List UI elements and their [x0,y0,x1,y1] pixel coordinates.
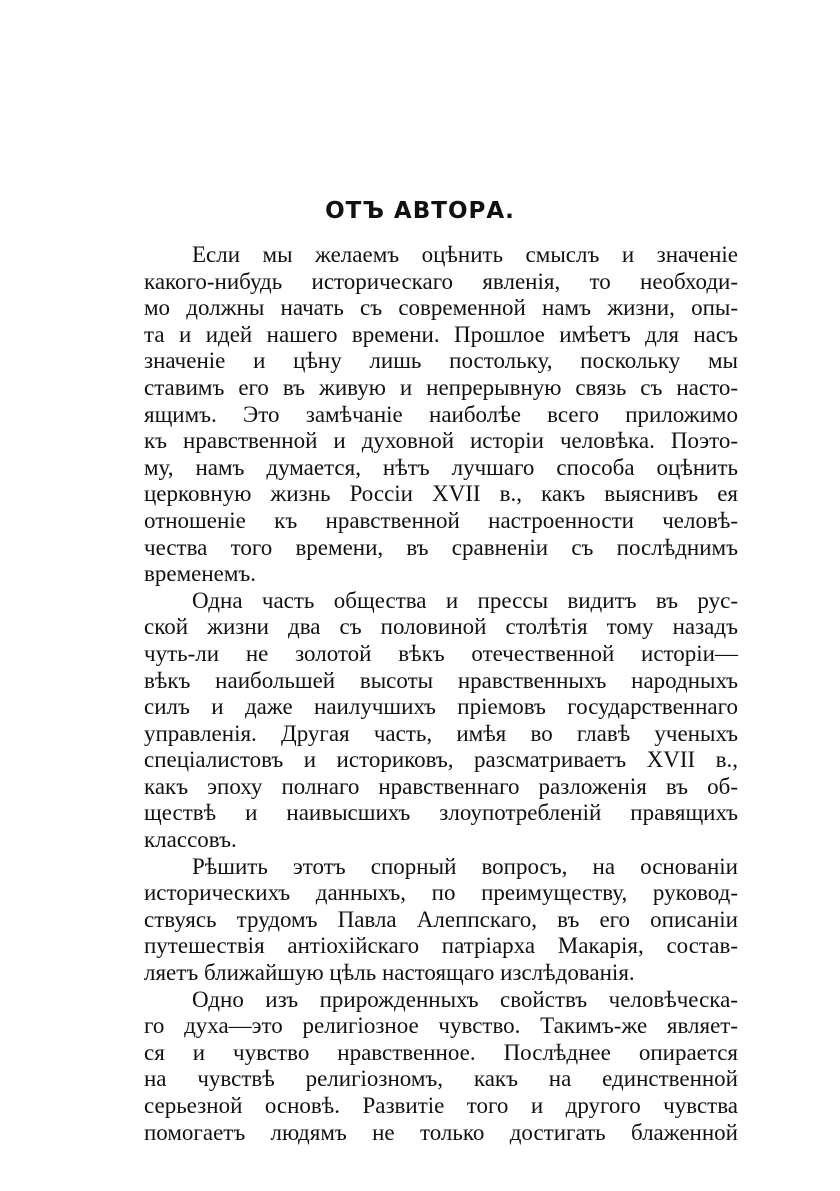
text-line: го духа—это религiозное чувство. Такимъ-же являет- [144,1013,738,1039]
paragraph [144,854,738,987]
text-line: чуть-ли не золотой вѣкъ отечественной исторiи— [144,640,738,666]
text-line: му, намъ думается, нѣтъ лучшаго способа оцѣнить [144,454,738,480]
paragraph [144,987,738,1147]
text-line: ся и чувство нравственное. Послѣднее опирается [144,1039,738,1065]
text-line: та и идей нашего времени. Прошлое имѣетъ для насъ [144,321,738,347]
text-line: какого-нибудь историческаго явленія, то необходи- [144,268,738,294]
text-line: значенiе и цѣну лишь постольку, поскольку мы [144,348,738,374]
text-line: классовъ. [144,827,237,853]
text-line: временемъ. [144,561,257,587]
text-line: путешествiя антiохiйскаго патрiарха Макарiя, состав- [144,933,738,959]
text-line: отношенiе къ нравственной настроенности человѣ- [144,507,738,533]
text-line: мо должны начать съ современной намъ жизни, опы- [144,295,738,321]
text-line: помогаетъ людямъ не только достигать блаженной [144,1119,738,1145]
text-line: историческихъ данныхъ, по преимуществу, руковод- [144,880,738,906]
text-line: чества того времени, въ сравненiи съ послѣднимъ [144,534,738,560]
text-line: какъ эпоху полнаго нравственнаго разложенiя въ об- [144,773,738,799]
paragraph [144,588,738,854]
text-line: ящимъ. Это замѣчанiе наиболѣе всего приложимо [144,401,738,427]
text-line: силъ и даже наилучшихъ прiемовъ государственнаго [144,694,738,720]
text-line: спецiалистовъ и историковъ, разсматриваетъ XVII в., [144,747,738,773]
page-title: ОТЪ АВТОРА. [325,198,515,224]
text-line: вѣкъ наибольшей высоты нравственныхъ народныхъ [144,667,738,693]
text-line: Одно изъ прирожденныхъ свойствъ человѣческа- [192,986,738,1012]
text-line: ставимъ его въ живую и непрерывную связь съ насто- [144,374,738,400]
text-line: къ нравственной и духовной исторiи человѣка. Поэто- [144,428,738,454]
text-line: ской жизни два съ половиной столѣтiя тому назадъ [144,614,738,640]
text-line: Если мы желаемъ оцѣнить смыслъ и значенiе [192,242,738,267]
body-text [144,242,738,1146]
text-line: серьезной основѣ. Развитiе того и другого чувства [144,1093,738,1118]
text-line: на чувствѣ религiозномъ, какъ на единственной [144,1066,738,1092]
text-line: Одна часть общества и прессы видитъ въ рус- [192,587,738,613]
text-line: церковную жизнь Россiи XVII в., какъ выяснивъ ея [144,481,738,507]
text-line: ществѣ и наивысшихъ злоупотребленiй правящихъ [144,800,738,826]
paragraph [144,242,738,588]
text-line: ствуясь трудомъ Павла Алеппскаго, въ его описанiи [144,906,738,932]
text-line: управленія. Другая часть, имѣя во главѣ ученыхъ [144,720,738,746]
text-line: Рѣшить этотъ спорный вопросъ, на основанiи [192,853,738,879]
text-line: ляетъ ближайшую цѣль настоящаго изслѣдованiя. [144,960,635,986]
